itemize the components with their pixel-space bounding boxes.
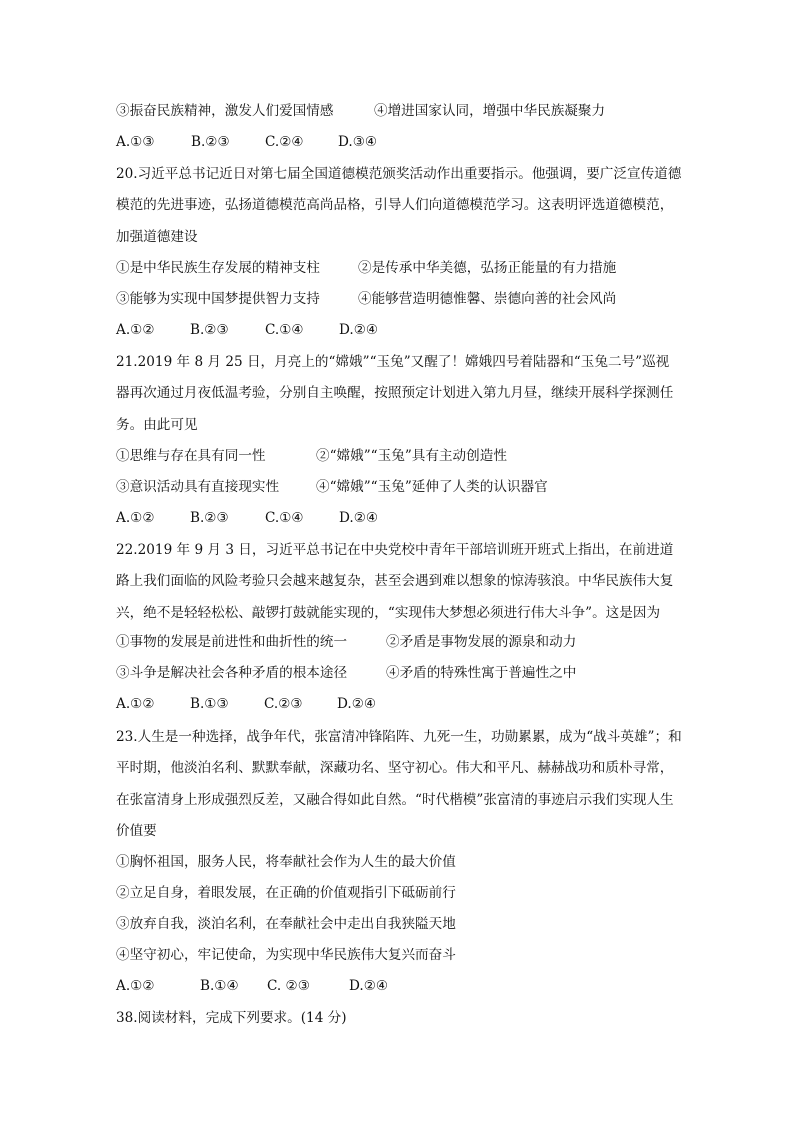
q20-option-2: ②是传承中华美德，弘扬正能量的有力措施 [358,260,617,276]
q21-option-4: ④“嫦娥”“玉兔”延伸了人类的认识器官 [316,479,548,495]
q19-choices [116,132,377,152]
q19-choice-a: A.①③ [116,134,155,150]
q23-choice-b: B.①④ [200,978,239,994]
q21-stem: 21.2019 年 8 月 25 日，月亮上的“嫦娥”“玉兔”又醒了！嫦娥四号着陆器和“玉兔二号”巡视器再次通过月夜低温考验，分别自主唤醒，按照预定计划进入第九月昼，继续开展科学探测任务。由此可见 [116,354,674,433]
q21-options-row-1 [116,446,507,466]
q19-choice-c: C.②④ [265,134,304,150]
q21-choice-a: A.①② [116,510,155,526]
q19-choice-d: D.③④ [338,134,378,150]
q21-choices [116,508,378,528]
q23-choices [116,976,388,996]
q23-option-4: ④坚守初心，牢记使命，为实现中华民族伟大复兴而奋斗 [116,947,456,963]
q20-option-1: ①是中华民族生存发展的精神支柱 [116,260,320,276]
q23-option-2: ②立足自身，着眼发展，在正确的价值观指引下砥砺前行 [116,885,456,901]
q20-options-row-1 [116,258,616,278]
q23-option-3: ③放弃自我，淡泊名利，在奉献社会中走出自我狭隘天地 [116,916,456,932]
q22-option-2: ②矛盾是事物发展的源泉和动力 [386,634,577,650]
q19-option-4: ④增进国家认同，增强中华民族凝聚力 [374,103,606,119]
q38-heading: 38.阅读材料，完成下列要求。(14 分) [116,1010,347,1026]
q20-choice-c: C.①④ [265,322,304,338]
q22-option-1: ①事物的发展是前进性和曲折性的统一 [116,634,348,650]
q20-options-row-2 [116,289,616,309]
q22-choice-c: C.②③ [264,696,303,712]
q22-options-row-1 [116,632,576,652]
q19-options-row-2 [116,101,605,121]
q22-choice-d: D.②④ [337,696,377,712]
q21-choice-c: C.①④ [265,510,304,526]
q20-stem: 20.习近平总书记近日对第七届全国道德模范颁奖活动作出重要指示。他强调，要广泛宣传道德模范的先进事迹，弘扬道德模范高尚品格，引导人们向道德模范学习。这表明评选道德模范，加强道德建设 [116,166,682,245]
q23-choice-a: A.①② [116,978,155,994]
q20-option-3: ③能够为实现中国梦提供智力支持 [116,291,320,307]
q19-choice-b: B.②③ [191,134,230,150]
q20-choice-b: B.②③ [190,322,229,338]
q20-choices [116,320,378,340]
q22-choice-b: B.①③ [190,696,229,712]
q20-choice-a: A.①② [116,322,155,338]
q21-options-row-2 [116,477,548,497]
q22-choices [116,694,376,714]
q21-option-3: ③意识活动具有直接现实性 [116,479,280,495]
q21-choice-d: D.②④ [339,510,379,526]
q21-option-1: ①思维与存在具有同一性 [116,448,266,464]
q22-choice-a: A.①② [116,696,155,712]
q19-option-3: ③振奋民族精神，激发人们爱国情感 [116,103,334,119]
q20-option-4: ④能够营造明德惟馨、崇德向善的社会风尚 [358,291,617,307]
q22-option-4: ④矛盾的特殊性寓于普遍性之中 [386,665,577,681]
q22-option-3: ③斗争是解决社会各种矛盾的根本途径 [116,665,348,681]
q21-choice-b: B.②③ [190,510,229,526]
q23-option-1: ①胸怀祖国，服务人民，将奉献社会作为人生的最大价值 [116,854,456,870]
q22-options-row-2 [116,663,576,683]
q20-choice-d: D.②④ [339,322,379,338]
q22-stem: 22.2019 年 9 月 3 日，习近平总书记在中央党校中青年干部培训班开班式上指出，在前进道路上我们面临的风险考验只会越来越复杂，甚至会遇到难以想象的惊涛骇浪。中华民族伟大复兴，绝不是轻轻松松、敲锣打鼓就能实现的，“实现伟大梦想必须进行伟大斗争”。这是因为 [116,542,674,621]
q21-option-2: ②“嫦娥”“玉兔”具有主动创造性 [316,448,507,464]
q23-stem: 23.人生是一种选择，战争年代，张富清冲锋陷阵、九死一生，功勋累累，成为“战斗英雄”；和平时期，他淡泊名利、默默奉献，深藏功名、坚守初心。伟大和平凡、赫赫战功和质朴寻常，在张富清身上形成强烈反差，又融合得如此自然。“时代楷模”张富清的事迹启示我们实现人生价值要 [116,729,682,840]
q23-choice-c: C. ②③ [267,978,310,994]
q23-choice-d: D.②④ [349,978,389,994]
